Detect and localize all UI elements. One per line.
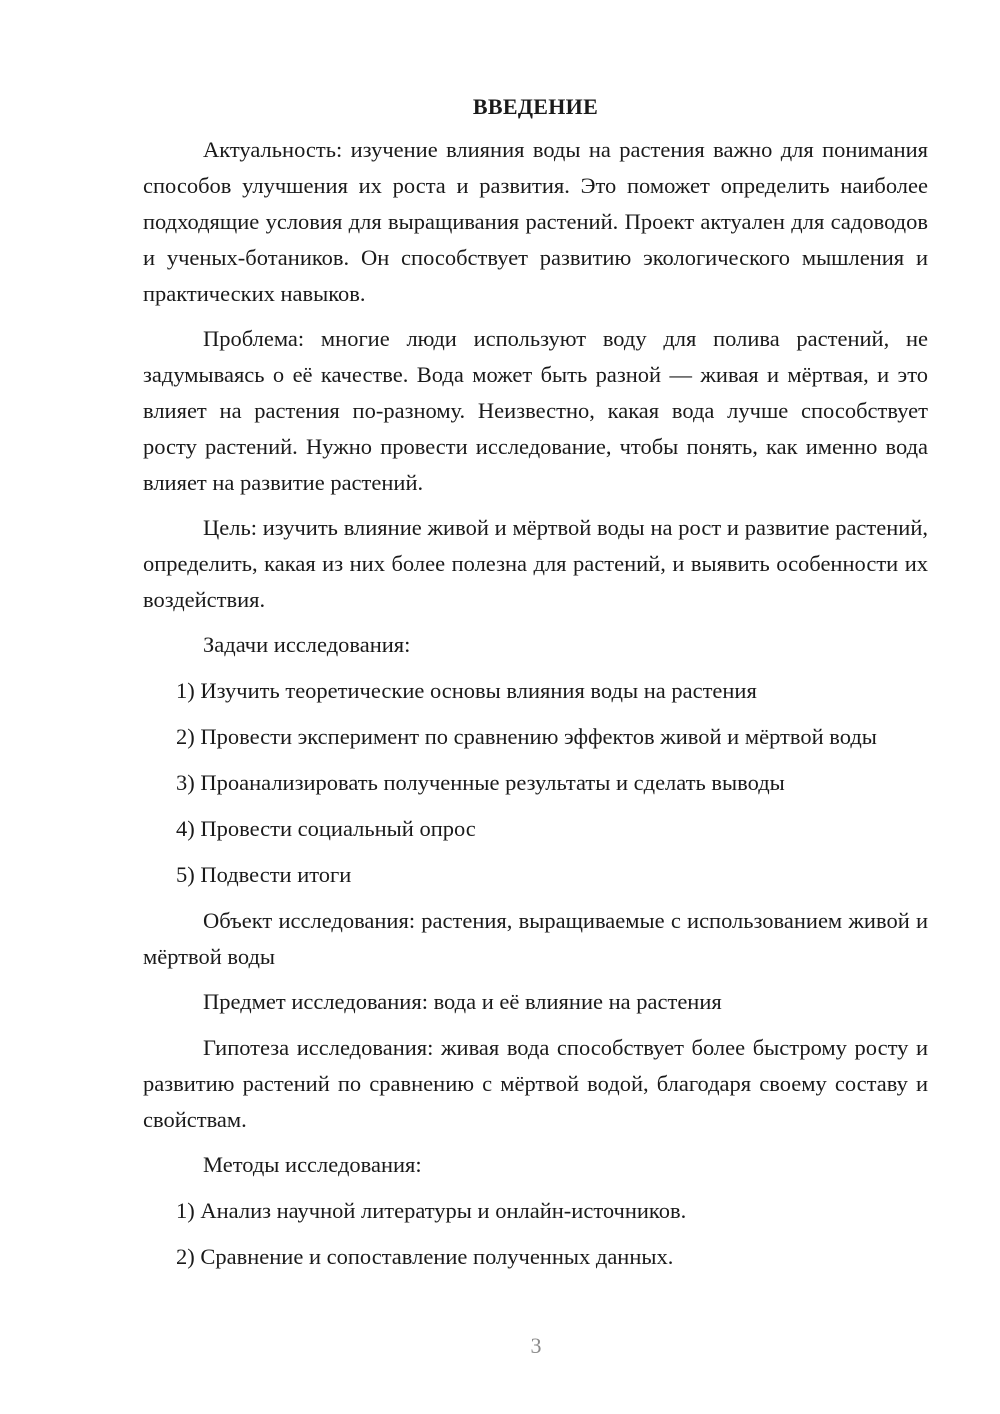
object-paragraph: Объект исследования: растения, выращиваемые с использованием живой и мёртвой воды <box>143 908 928 969</box>
relevance-paragraph: Актуальность: изучение влияния воды на растения важно для понимания способов улучшения их роста и развития. Это поможет определить наиболее подходящие условия для выращивания растений. Проект актуален для садоводов и ученых-ботаников. Он способствует развитию экологического мышления и практических навыков. <box>143 137 928 306</box>
goal-paragraph: Цель: изучить влияние живой и мёртвой воды на рост и развитие растений, определить, какая из них более полезна для растений, и выявить особенности их воздействия. <box>143 515 928 612</box>
page-title: ВВЕДЕНИЕ <box>472 94 599 119</box>
task-item: 4) Провести социальный опрос <box>176 816 476 841</box>
page-content <box>143 92 928 1285</box>
page-number: 3 <box>530 1333 542 1358</box>
problem-paragraph: Проблема: многие люди используют воду для полива растений, не задумываясь о её качестве. Вода может быть разной — живая и мёртвая, и это влияет на растения по-разному. Неизвестно, какая вода лучше способствует росту растений. Нужно провести исследование, чтобы понять, как именно вода влияет на развитие растений. <box>143 326 928 495</box>
task-item: 3) Проанализировать полученные результаты и сделать выводы <box>176 770 785 795</box>
tasks-heading: Задачи исследования: <box>203 632 411 657</box>
method-item: 2) Сравнение и сопоставление полученных данных. <box>176 1244 674 1269</box>
task-item: 5) Подвести итоги <box>176 862 352 887</box>
subject-paragraph: Предмет исследования: вода и её влияние на растения <box>203 989 722 1014</box>
hypothesis-paragraph: Гипотеза исследования: живая вода способствует более быстрому росту и развитию растений по сравнению с мёртвой водой, благодаря своему составу и свойствам. <box>143 1035 928 1132</box>
task-item: 2) Провести эксперимент по сравнению эффектов живой и мёртвой воды <box>176 724 877 749</box>
task-item: 1) Изучить теоретические основы влияния воды на растения <box>176 678 757 703</box>
method-item: 1) Анализ научной литературы и онлайн-источников. <box>176 1198 687 1223</box>
methods-heading: Методы исследования: <box>203 1152 422 1177</box>
